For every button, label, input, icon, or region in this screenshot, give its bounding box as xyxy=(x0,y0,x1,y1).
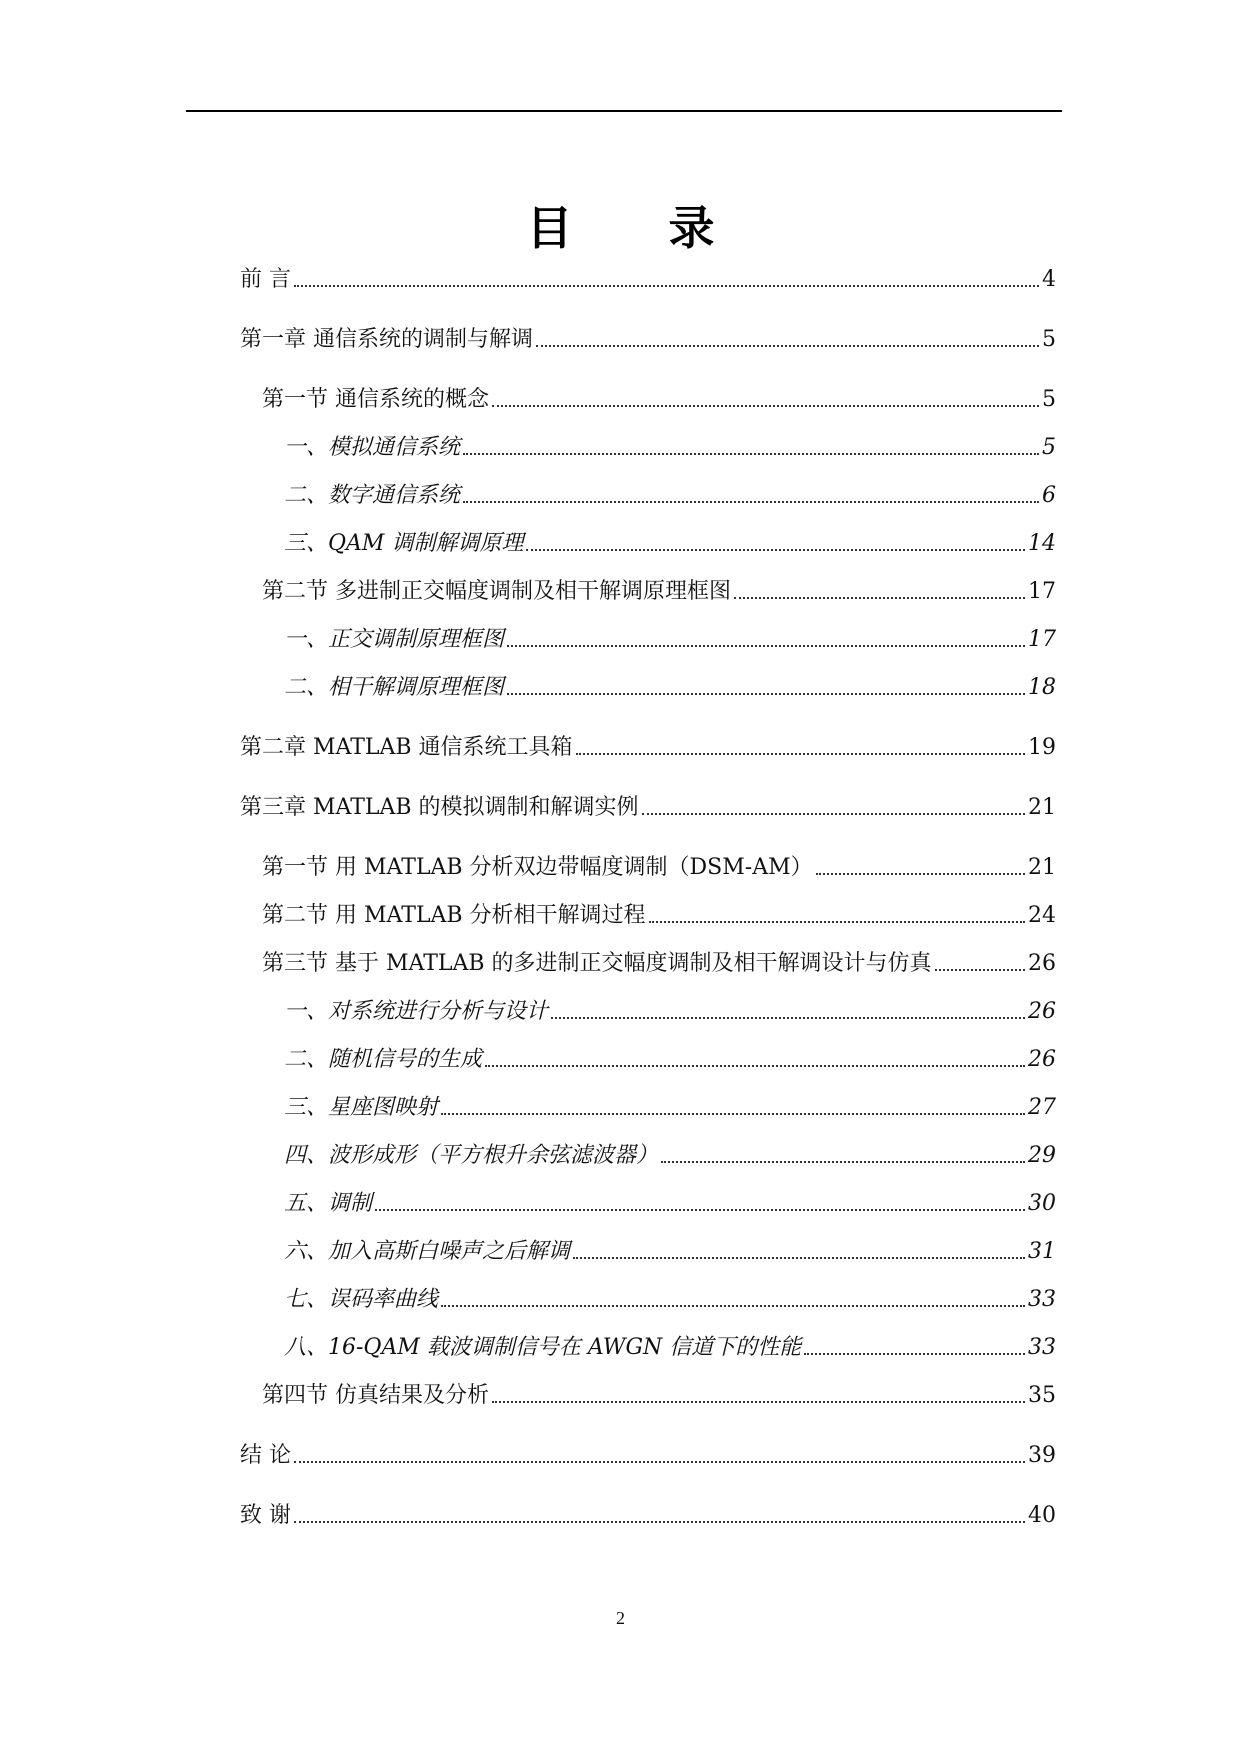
toc-entry-page: 39 xyxy=(1028,1443,1056,1468)
page-number: 2 xyxy=(616,1608,625,1628)
toc-entry-label: 六、加入高斯白噪声之后解调 xyxy=(284,1239,571,1264)
toc-entry-page: 27 xyxy=(1028,1095,1056,1120)
toc-entry-label: 致 谢 xyxy=(240,1503,291,1528)
toc-entry-page: 18 xyxy=(1028,675,1056,700)
dot-leader xyxy=(294,1461,1025,1463)
toc-entry-label: 第二节 多进制正交幅度调制及相干解调原理框图 xyxy=(262,579,731,604)
toc-entry[interactable] xyxy=(240,1140,1056,1170)
dot-leader xyxy=(463,501,1039,503)
toc-entry[interactable] xyxy=(240,1092,1056,1122)
toc-entry-label: 前 言 xyxy=(240,267,291,292)
toc-entry[interactable] xyxy=(240,528,1056,558)
toc-entry-label: 五、调制 xyxy=(284,1191,373,1216)
toc-entry-label: 第一节 用 MATLAB 分析双边带幅度调制（DSM-AM） xyxy=(262,855,813,880)
toc-entry-page: 14 xyxy=(1028,531,1056,556)
toc-entry-page: 19 xyxy=(1028,735,1056,760)
dot-leader xyxy=(507,645,1025,647)
toc-entry-page: 5 xyxy=(1042,435,1056,460)
dot-leader xyxy=(463,453,1039,455)
toc-entry[interactable] xyxy=(240,672,1056,702)
dot-leader xyxy=(661,1161,1025,1163)
toc-entry[interactable] xyxy=(240,1236,1056,1266)
toc-entry-page: 26 xyxy=(1028,999,1056,1024)
toc-entry-label: 第四节 仿真结果及分析 xyxy=(262,1383,489,1408)
toc-entry[interactable] xyxy=(240,480,1056,510)
toc-entry-label: 第一章 通信系统的调制与解调 xyxy=(240,327,533,352)
toc-entry-label: 结 论 xyxy=(240,1443,291,1468)
dot-leader xyxy=(492,1401,1025,1403)
toc-entry[interactable] xyxy=(240,384,1056,414)
toc-entry-page: 24 xyxy=(1028,903,1056,928)
toc-entry-label: 第三章 MATLAB 的模拟调制和解调实例 xyxy=(240,795,639,820)
dot-leader xyxy=(536,345,1039,347)
toc-entry[interactable] xyxy=(240,324,1056,354)
toc-entry[interactable] xyxy=(240,1044,1056,1074)
toc-entry-page: 17 xyxy=(1028,579,1056,604)
toc-entry-page: 5 xyxy=(1042,387,1056,412)
toc-entry[interactable] xyxy=(240,1188,1056,1218)
dot-leader xyxy=(804,1353,1025,1355)
toc-entry[interactable] xyxy=(240,1380,1056,1410)
toc-entry-label: 第二章 MATLAB 通信系统工具箱 xyxy=(240,735,573,760)
toc-entry-label: 四、波形成形（平方根升余弦滤波器） xyxy=(284,1143,659,1168)
toc-entry-label: 一、正交调制原理框图 xyxy=(284,627,505,652)
toc-entry-page: 6 xyxy=(1042,483,1056,508)
toc-entry[interactable] xyxy=(240,624,1056,654)
dot-leader xyxy=(485,1065,1025,1067)
toc-entry[interactable] xyxy=(240,732,1056,762)
toc-entry-page: 33 xyxy=(1028,1335,1056,1360)
toc-entry-page: 40 xyxy=(1028,1503,1056,1528)
toc-entry[interactable] xyxy=(240,900,1056,930)
toc-entry[interactable] xyxy=(240,264,1056,294)
toc-entry-label: 七、误码率曲线 xyxy=(284,1287,439,1312)
toc-entry-page: 17 xyxy=(1028,627,1056,652)
toc-entry[interactable] xyxy=(240,1500,1056,1530)
dot-leader xyxy=(935,969,1025,971)
toc-entry[interactable] xyxy=(240,996,1056,1026)
toc-entry-label: 二、相干解调原理框图 xyxy=(284,675,505,700)
toc-entry-label: 八、16-QAM 载波调制信号在 AWGN 信道下的性能 xyxy=(284,1335,802,1360)
dot-leader xyxy=(576,753,1025,755)
toc-entry-page: 35 xyxy=(1028,1383,1056,1408)
toc-entry[interactable] xyxy=(240,948,1056,978)
toc-entry[interactable] xyxy=(240,1440,1056,1470)
toc-entry[interactable] xyxy=(240,792,1056,822)
toc-entry[interactable] xyxy=(240,1284,1056,1314)
table-of-contents xyxy=(240,0,1056,1754)
dot-leader xyxy=(441,1113,1025,1115)
dot-leader xyxy=(492,405,1039,407)
dot-leader xyxy=(441,1305,1025,1307)
dot-leader xyxy=(734,597,1025,599)
dot-leader xyxy=(551,1017,1025,1019)
toc-entry-page: 21 xyxy=(1028,795,1056,820)
toc-entry-page: 4 xyxy=(1042,267,1056,292)
toc-entry-label: 三、QAM 调制解调原理 xyxy=(284,531,524,556)
toc-entry-page: 21 xyxy=(1028,855,1056,880)
toc-entry[interactable] xyxy=(240,852,1056,882)
toc-entry-page: 5 xyxy=(1042,327,1056,352)
toc-entry-page: 30 xyxy=(1028,1191,1056,1216)
toc-entry-page: 33 xyxy=(1028,1287,1056,1312)
toc-entry-label: 二、数字通信系统 xyxy=(284,483,461,508)
toc-entry-label: 第二节 用 MATLAB 分析相干解调过程 xyxy=(262,903,646,928)
toc-entry-page: 26 xyxy=(1028,1047,1056,1072)
toc-title: 目 录 xyxy=(526,201,755,255)
toc-entry-label: 第一节 通信系统的概念 xyxy=(262,387,489,412)
toc-entry-label: 二、随机信号的生成 xyxy=(284,1047,483,1072)
toc-entry[interactable] xyxy=(240,1332,1056,1362)
dot-leader xyxy=(573,1257,1025,1259)
dot-leader xyxy=(526,549,1025,551)
dot-leader xyxy=(294,285,1039,287)
toc-entry-page: 26 xyxy=(1028,951,1056,976)
dot-leader xyxy=(375,1209,1025,1211)
toc-entry-label: 三、星座图映射 xyxy=(284,1095,439,1120)
dot-leader xyxy=(642,813,1025,815)
toc-entry-label: 一、模拟通信系统 xyxy=(284,435,461,460)
dot-leader xyxy=(649,921,1025,923)
toc-entry[interactable] xyxy=(240,432,1056,462)
toc-entry-label: 第三节 基于 MATLAB 的多进制正交幅度调制及相干解调设计与仿真 xyxy=(262,951,932,976)
toc-entry-page: 31 xyxy=(1028,1239,1056,1264)
dot-leader xyxy=(816,873,1025,875)
toc-entry[interactable] xyxy=(240,576,1056,606)
dot-leader xyxy=(507,693,1025,695)
toc-entry-page: 29 xyxy=(1028,1143,1056,1168)
toc-entry-label: 一、对系统进行分析与设计 xyxy=(284,999,549,1024)
dot-leader xyxy=(294,1521,1025,1523)
